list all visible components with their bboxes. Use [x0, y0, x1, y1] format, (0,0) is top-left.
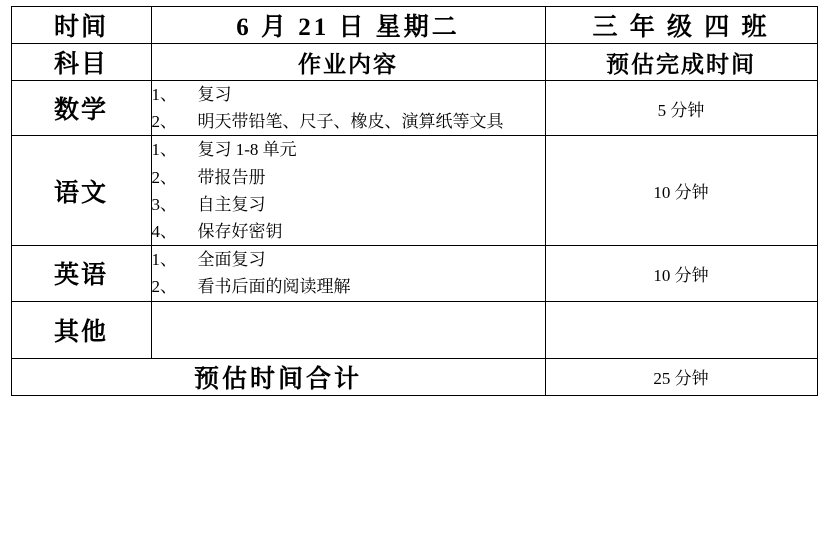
total-value-cell: 25 分钟 [545, 358, 817, 395]
subject-cell: 语文 [11, 136, 151, 246]
content-line-text: 自主复习 [197, 194, 266, 214]
content-line [152, 81, 545, 108]
content-line-text: 明天带铅笔、尺子、橡皮、演算纸等文具 [197, 112, 504, 132]
estimate-cell: 10 分钟 [545, 246, 817, 301]
table-row-column-headers [11, 44, 817, 81]
table-row [11, 136, 817, 246]
table-row [11, 246, 817, 301]
date-cell: 6 月 21 日 星期二 [151, 7, 545, 44]
estimate-cell: 5 分钟 [545, 81, 817, 136]
table-row-header-date [11, 7, 817, 44]
content-line-number: 1、 [151, 140, 177, 160]
content-line-text: 全面复习 [197, 250, 266, 270]
total-label-cell: 预估时间合计 [11, 358, 545, 395]
subject-column-header: 科目 [11, 44, 151, 81]
content-line [152, 273, 545, 300]
subject-cell: 其他 [11, 301, 151, 358]
content-line-text: 保存好密钥 [197, 221, 283, 241]
content-line [152, 218, 545, 245]
subject-cell: 英语 [11, 246, 151, 301]
content-line-text: 看书后面的阅读理解 [197, 277, 351, 297]
table-row [11, 81, 817, 136]
content-cell [151, 301, 545, 358]
estimate-cell: 10 分钟 [545, 136, 817, 246]
table-row-total [11, 358, 817, 395]
content-line-text: 复习 1-8 单元 [197, 140, 297, 160]
content-cell [151, 136, 545, 246]
content-line [152, 136, 545, 163]
content-line-number: 1、 [151, 250, 177, 270]
table-row [11, 301, 817, 358]
content-line-text: 复习 [197, 85, 232, 104]
content-line [152, 108, 545, 135]
content-line [152, 164, 545, 191]
time-label-cell: 时间 [11, 7, 151, 44]
content-line [152, 191, 545, 218]
content-line-number: 2、 [151, 277, 177, 297]
class-cell: 三 年 级 四 班 [545, 7, 817, 44]
content-line [152, 246, 545, 273]
content-line-number: 4、 [151, 221, 177, 241]
content-column-header: 作业内容 [151, 44, 545, 81]
content-line-number: 2、 [151, 167, 177, 187]
subject-cell: 数学 [11, 81, 151, 136]
content-line-number: 3、 [151, 194, 177, 214]
estimate-column-header: 预估完成时间 [545, 44, 817, 81]
content-cell [151, 81, 545, 136]
content-line-text: 带报告册 [197, 167, 266, 187]
content-cell [151, 246, 545, 301]
homework-table [11, 6, 818, 396]
content-line-number: 1、 [151, 85, 177, 104]
content-line-number: 2、 [151, 112, 177, 132]
estimate-cell [545, 301, 817, 358]
